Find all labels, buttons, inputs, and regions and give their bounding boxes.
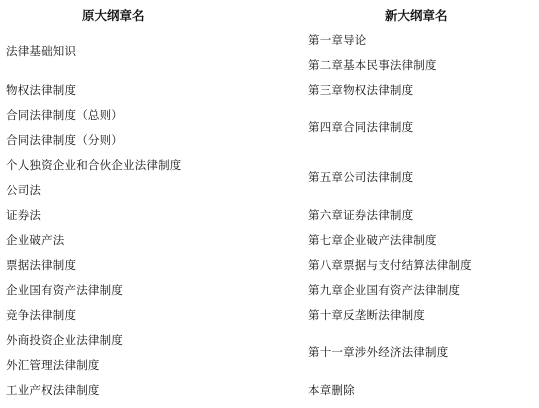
old-chapter-item: 工业产权法律制度 <box>6 383 100 397</box>
new-chapter-item: 第十章反垄断法律制度 <box>308 308 425 322</box>
old-chapter-item: 企业国有资产法律制度 <box>6 283 123 297</box>
new-chapter-item: 本章删除 <box>308 383 355 397</box>
old-chapter-item: 个人独资企业和合伙企业法律制度 <box>6 158 182 172</box>
new-chapter-item: 第六章证券法律制度 <box>308 208 414 222</box>
new-chapter-item: 第七章企业破产法律制度 <box>308 233 437 247</box>
old-chapter-item: 合同法律制度（分则） <box>6 133 123 147</box>
new-outline-header: 新大纲章名 <box>385 8 448 23</box>
old-chapter-item: 外汇管理法律制度 <box>6 358 100 372</box>
new-chapter-item: 第九章企业国有资产法律制度 <box>308 283 461 297</box>
new-chapter-item: 第四章合同法律制度 <box>308 120 414 134</box>
old-chapter-item: 竞争法律制度 <box>6 308 77 322</box>
new-chapter-item: 第八章票据与支付结算法律制度 <box>308 258 472 272</box>
new-chapter-item: 第二章基本民事法律制度 <box>308 58 437 72</box>
old-chapter-item: 公司法 <box>6 183 42 197</box>
old-chapter-item: 票据法律制度 <box>6 258 77 272</box>
new-chapter-item: 第五章公司法律制度 <box>308 170 414 184</box>
old-chapter-item: 企业破产法 <box>6 233 65 247</box>
new-chapter-item: 第十一章涉外经济法律制度 <box>308 345 449 359</box>
old-chapter-item: 法律基础知识 <box>6 44 77 58</box>
old-outline-header: 原大纲章名 <box>82 8 145 23</box>
old-chapter-item: 合同法律制度（总则） <box>6 108 123 122</box>
old-chapter-item: 证券法 <box>6 208 42 222</box>
new-chapter-item: 第一章导论 <box>308 33 367 47</box>
old-chapter-item: 物权法律制度 <box>6 83 77 97</box>
old-chapter-item: 外商投资企业法律制度 <box>6 333 123 347</box>
new-chapter-item: 第三章物权法律制度 <box>308 83 414 97</box>
